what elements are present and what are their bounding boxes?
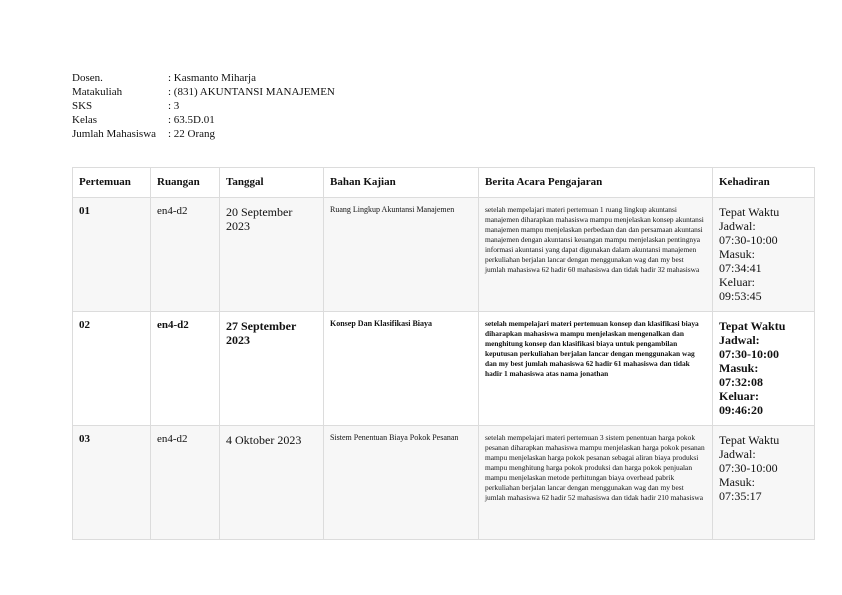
header-tanggal: Tanggal <box>220 168 324 198</box>
header-bahan-kajian: Bahan Kajian <box>324 168 479 198</box>
tanggal-cell: 4 Oktober 2023 <box>220 426 324 540</box>
kehadiran-cell <box>713 312 815 426</box>
matakuliah-value: : (831) AKUNTANSI MANAJEMEN <box>168 86 335 98</box>
tanggal-cell: 20 September 2023 <box>220 198 324 312</box>
keluar-label: Keluar: <box>719 275 755 289</box>
jadwal-label: Jadwal: <box>719 447 756 461</box>
ruangan-cell: en4-d2 <box>151 312 220 426</box>
bahan-kajian-cell: Ruang Lingkup Akuntansi Manajemen <box>324 198 479 312</box>
info-row-kelas <box>72 113 335 127</box>
table-row <box>73 312 815 426</box>
jadwal-value: 07:30-10:00 <box>719 233 778 247</box>
keluar-label: Keluar: <box>719 389 759 403</box>
masuk-value: 07:34:41 <box>719 261 762 275</box>
header-ruangan: Ruangan <box>151 168 220 198</box>
jadwal-value: 07:30-10:00 <box>719 461 778 475</box>
masuk-value: 07:35:17 <box>719 489 762 503</box>
info-row-dosen <box>72 71 335 85</box>
bahan-kajian-cell: Konsep Dan Klasifikasi Biaya <box>324 312 479 426</box>
table-row <box>73 426 815 540</box>
berita-acara-cell: setelah mempelajari materi pertemuan 3 sistem penentuan harga pokok pesanan diharapkan mahasiswa mampu menjelaskan harga pokok pesanan mampu menjelaskan harga pokok pesanan sebagai aliran biaya produksi mampu menghitung harga pokok produksi dan harga pokok penjualan mampu menjelaskan metode perhitungan biaya overhead pabrik perkuliahan berjalan lancar dengan menggunakan wag dan my best jumlah mahasiswa 62 hadir 52 mahasiswa dan tidak hadir 210 mahasiswa <box>479 426 713 540</box>
jadwal-label: Jadwal: <box>719 333 760 347</box>
jumlah-value: : 22 Orang <box>168 128 216 140</box>
pertemuan-cell: 03 <box>73 426 151 540</box>
masuk-label: Masuk: <box>719 475 755 489</box>
kehadiran-cell <box>713 426 815 540</box>
matakuliah-label: Matakuliah <box>72 86 123 98</box>
pertemuan-cell: 02 <box>73 312 151 426</box>
ruangan-cell: en4-d2 <box>151 426 220 540</box>
tanggal-cell: 27 September 2023 <box>220 312 324 426</box>
table-row <box>73 198 815 312</box>
keluar-value: 09:53:45 <box>719 289 762 303</box>
masuk-label: Masuk: <box>719 361 759 375</box>
course-info <box>72 71 335 141</box>
table-header-row <box>73 168 815 198</box>
status-text: Tepat Waktu <box>719 205 780 219</box>
info-row-jumlah <box>72 127 335 141</box>
attendance-table <box>72 167 815 540</box>
bahan-kajian-cell: Sistem Penentuan Biaya Pokok Pesanan <box>324 426 479 540</box>
status-text: Tepat Waktu <box>719 433 780 447</box>
header-berita-acara: Berita Acara Pengajaran <box>479 168 713 198</box>
header-kehadiran: Kehadiran <box>713 168 815 198</box>
berita-acara-cell: setelah mempelajari materi pertemuan konsep dan klasifikasi biaya diharapkan mahasiswa mampu menjelaskan mengenalkan dan menghitung konsep dan klasifikasi biaya untuk pengambilan keputusan perkuliahan berjalan lancar dengan menggunakan wag dan my best jumlah mahasiswa 62 hadir 61 mahasiswa dan tidak hadir 1 mahasiswa atas nama jonathan <box>479 312 713 426</box>
header-pertemuan: Pertemuan <box>73 168 151 198</box>
keluar-value: 09:46:20 <box>719 403 763 417</box>
pertemuan-cell: 01 <box>73 198 151 312</box>
sks-value: : 3 <box>168 100 180 112</box>
kelas-value: : 63.5D.01 <box>168 114 215 126</box>
masuk-label: Masuk: <box>719 247 755 261</box>
berita-acara-cell: setelah mempelajari materi pertemuan 1 ruang lingkup akuntansi manajemen diharapkan mahasiswa mampu menjelaskan konsep akuntansi manajemen mampu menjelaskan perbedaan dan dan persamaan akuntansi manajemen dengan akuntansi keuangan mampu menjelaskan pentingnya informasi akuntansi yang dapat digunakan dalam akuntansi manajemen perkuliahan berjalan lancar dengan menggunakan wag dan my best jumlah mahasiswa 62 hadir 60 mahasiswa dan tidak hadir 32 mahasiswa <box>479 198 713 312</box>
kelas-label: Kelas <box>72 114 98 126</box>
info-row-matakuliah <box>72 85 335 99</box>
jadwal-label: Jadwal: <box>719 219 756 233</box>
jumlah-label: Jumlah Mahasiswa <box>72 128 157 140</box>
kehadiran-cell <box>713 198 815 312</box>
jadwal-value: 07:30-10:00 <box>719 347 779 361</box>
ruangan-cell: en4-d2 <box>151 198 220 312</box>
masuk-value: 07:32:08 <box>719 375 763 389</box>
dosen-value: : Kasmanto Miharja <box>168 72 256 84</box>
dosen-label: Dosen. <box>72 72 103 84</box>
info-row-sks <box>72 99 335 113</box>
sks-label: SKS <box>72 100 93 112</box>
status-text: Tepat Waktu <box>719 319 786 333</box>
